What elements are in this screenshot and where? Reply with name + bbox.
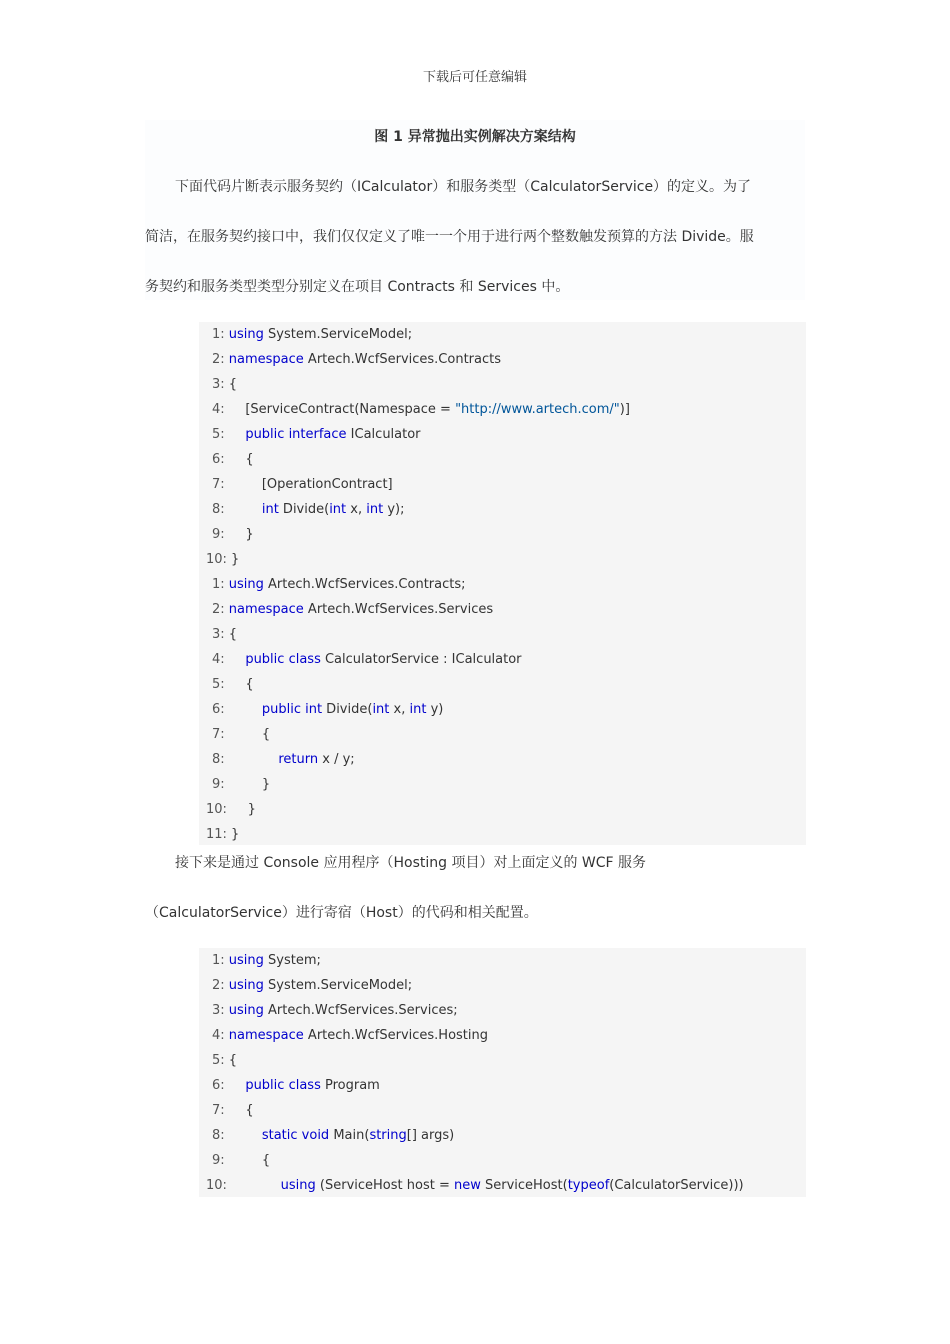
code-line bbox=[212, 572, 466, 597]
code-line bbox=[212, 422, 421, 447]
code-text: y) bbox=[426, 702, 444, 717]
code-line bbox=[212, 672, 254, 697]
code-line bbox=[212, 397, 630, 422]
code-text: Artech.WcfServices.Services bbox=[303, 602, 494, 617]
code-line bbox=[206, 547, 239, 572]
code-line bbox=[206, 797, 256, 822]
line-number: 4: bbox=[212, 1028, 225, 1043]
line-number: 2: bbox=[212, 352, 225, 367]
line-number: 8: bbox=[212, 502, 225, 517]
line-number: 6: bbox=[212, 702, 225, 717]
code-keyword: using bbox=[224, 978, 264, 993]
code-keyword: using bbox=[224, 327, 264, 342]
code-text: System.ServiceModel; bbox=[263, 327, 413, 342]
intro-background bbox=[145, 120, 805, 300]
code-text: { bbox=[224, 1153, 271, 1168]
code-line bbox=[212, 347, 501, 372]
code-text: Artech.WcfServices.Contracts bbox=[303, 352, 502, 367]
code-keyword: return bbox=[224, 752, 319, 767]
code-keyword: using bbox=[224, 1003, 264, 1018]
code-line bbox=[212, 497, 404, 522]
code-line bbox=[212, 1073, 380, 1098]
code-line bbox=[212, 973, 412, 998]
code-text: Artech.WcfServices.Contracts; bbox=[263, 577, 466, 592]
code-keyword: int bbox=[224, 502, 279, 517]
code-text: x, bbox=[389, 702, 410, 717]
line-number: 1: bbox=[212, 577, 225, 592]
line-number: 2: bbox=[212, 978, 225, 993]
code-line bbox=[212, 597, 493, 622]
code-line bbox=[212, 622, 237, 647]
code-text: System; bbox=[263, 953, 321, 968]
code-text: } bbox=[226, 802, 256, 817]
code-text: CalculatorService : ICalculator bbox=[320, 652, 522, 667]
code-text: { bbox=[224, 1103, 254, 1118]
code-line bbox=[212, 722, 270, 747]
code-text: (ServiceHost host = bbox=[315, 1178, 454, 1193]
code-line bbox=[212, 697, 443, 722]
line-number: 3: bbox=[212, 1003, 225, 1018]
line-number: 7: bbox=[212, 1103, 225, 1118]
code-line bbox=[206, 822, 239, 847]
code-line bbox=[212, 447, 254, 472]
intro-paragraph-line-3: 务契约和服务类型类型分别定义在项目 Contracts 和 Services 中。 bbox=[145, 279, 570, 295]
code-line bbox=[212, 747, 355, 772]
code-text: x / y; bbox=[318, 752, 355, 767]
code-text: Main( bbox=[329, 1128, 370, 1143]
code-keyword: int bbox=[366, 502, 384, 517]
middle-paragraph-line-2: （CalculatorService）进行寄宿（Host）的代码和相关配置。 bbox=[145, 905, 538, 921]
code-line bbox=[212, 1148, 270, 1173]
code-keyword: namespace bbox=[224, 602, 304, 617]
line-number: 7: bbox=[212, 727, 225, 742]
code-line bbox=[212, 322, 412, 347]
code-line bbox=[212, 522, 254, 547]
code-keyword: int bbox=[372, 702, 390, 717]
code-keyword: int bbox=[329, 502, 347, 517]
code-keyword: public int bbox=[224, 702, 323, 717]
line-number: 5: bbox=[212, 677, 225, 692]
code-block-hosting bbox=[199, 948, 806, 1197]
line-number: 6: bbox=[212, 452, 225, 467]
code-keyword: using bbox=[226, 1178, 316, 1193]
code-string: "http://www.artech.com/" bbox=[455, 402, 620, 417]
code-line bbox=[212, 372, 237, 397]
code-keyword: static void bbox=[224, 1128, 330, 1143]
code-text: } bbox=[224, 527, 254, 542]
code-keyword: namespace bbox=[224, 352, 304, 367]
code-text: x, bbox=[346, 502, 367, 517]
code-text: Program bbox=[320, 1078, 380, 1093]
intro-paragraph-line-2: 简洁，在服务契约接口中，我们仅仅定义了唯一一个用于进行两个整数触发预算的方法 Divide。服 bbox=[145, 229, 754, 245]
code-text: Divide( bbox=[278, 502, 330, 517]
code-text: y); bbox=[383, 502, 405, 517]
line-number: 9: bbox=[212, 777, 225, 792]
code-keyword: public interface bbox=[224, 427, 347, 442]
header-note: 下载后可任意编辑 bbox=[422, 70, 527, 85]
line-number: 6: bbox=[212, 1078, 225, 1093]
code-line bbox=[212, 1048, 237, 1073]
code-text: Artech.WcfServices.Services; bbox=[263, 1003, 458, 1018]
code-keyword: using bbox=[224, 577, 264, 592]
code-line bbox=[212, 1123, 454, 1148]
code-text: } bbox=[226, 827, 240, 842]
code-text: )] bbox=[619, 402, 630, 417]
line-number: 11: bbox=[206, 827, 227, 842]
code-text: { bbox=[224, 377, 238, 392]
code-keyword: typeof bbox=[567, 1178, 610, 1193]
code-line bbox=[212, 647, 522, 672]
line-number: 10: bbox=[206, 552, 227, 567]
line-number: 4: bbox=[212, 402, 225, 417]
code-keyword: public class bbox=[224, 1078, 321, 1093]
line-number: 1: bbox=[212, 327, 225, 342]
line-number: 3: bbox=[212, 627, 225, 642]
intro-paragraph-line-1: 下面代码片断表示服务契约（ICalculator）和服务类型（CalculatorService）的定义。为了 bbox=[175, 179, 752, 195]
code-keyword: int bbox=[409, 702, 427, 717]
code-text: { bbox=[224, 452, 254, 467]
code-keyword: new bbox=[453, 1178, 481, 1193]
line-number: 8: bbox=[212, 752, 225, 767]
line-number: 4: bbox=[212, 652, 225, 667]
figure-caption: 图 1 异常抛出实例解决方案结构 bbox=[374, 129, 576, 145]
code-text: [OperationContract] bbox=[224, 477, 393, 492]
line-number: 3: bbox=[212, 377, 225, 392]
code-text: System.ServiceModel; bbox=[263, 978, 413, 993]
code-line bbox=[212, 472, 393, 497]
code-block-contracts-services bbox=[199, 322, 806, 845]
code-text: } bbox=[224, 777, 271, 792]
line-number: 5: bbox=[212, 1053, 225, 1068]
code-text: [ServiceContract(Namespace = bbox=[224, 402, 456, 417]
code-text: } bbox=[226, 552, 240, 567]
code-text: { bbox=[224, 727, 271, 742]
line-number: 10: bbox=[206, 802, 227, 817]
code-text: ICalculator bbox=[346, 427, 421, 442]
code-line bbox=[212, 948, 321, 973]
code-keyword: using bbox=[224, 953, 264, 968]
code-line bbox=[212, 772, 270, 797]
line-number: 1: bbox=[212, 953, 225, 968]
code-keyword: public class bbox=[224, 652, 321, 667]
code-line bbox=[212, 1023, 488, 1048]
code-keyword: string bbox=[369, 1128, 407, 1143]
code-text: { bbox=[224, 677, 254, 692]
code-line bbox=[212, 1098, 254, 1123]
line-number: 7: bbox=[212, 477, 225, 492]
line-number: 9: bbox=[212, 1153, 225, 1168]
code-text: { bbox=[224, 627, 238, 642]
line-number: 8: bbox=[212, 1128, 225, 1143]
code-text: Divide( bbox=[322, 702, 373, 717]
line-number: 10: bbox=[206, 1178, 227, 1193]
code-text: { bbox=[224, 1053, 238, 1068]
code-text: (CalculatorService))) bbox=[609, 1178, 744, 1193]
line-number: 2: bbox=[212, 602, 225, 617]
code-text: Artech.WcfServices.Hosting bbox=[303, 1028, 489, 1043]
line-number: 9: bbox=[212, 527, 225, 542]
middle-paragraph-line-1: 接下来是通过 Console 应用程序（Hosting 项目）对上面定义的 WCF 服务 bbox=[175, 855, 647, 871]
code-line bbox=[206, 1173, 744, 1198]
code-keyword: namespace bbox=[224, 1028, 304, 1043]
line-number: 5: bbox=[212, 427, 225, 442]
code-line bbox=[212, 998, 458, 1023]
code-text: ServiceHost( bbox=[480, 1178, 568, 1193]
code-text: [] args) bbox=[406, 1128, 455, 1143]
